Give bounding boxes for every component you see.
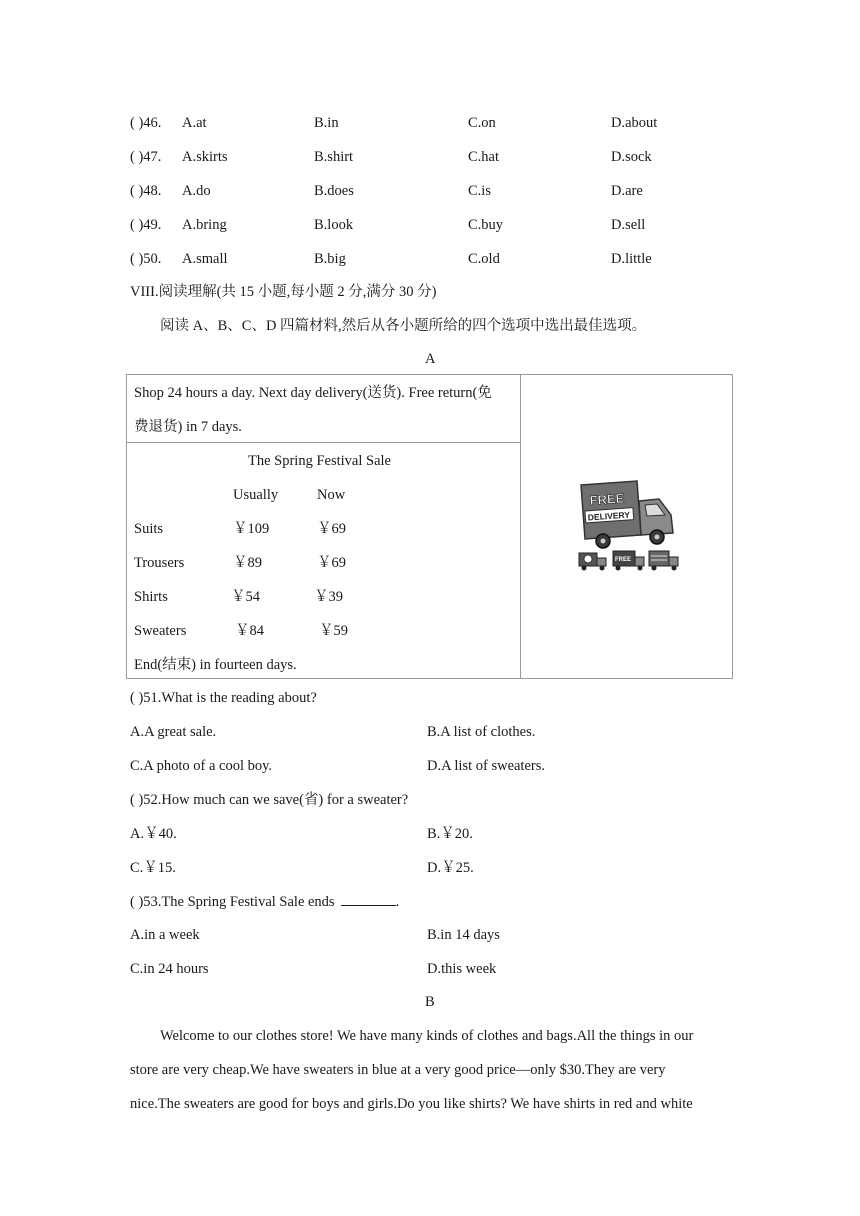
option-a: A.in a week <box>130 927 200 943</box>
table-divider <box>520 375 521 678</box>
small-truck-label: FREE <box>615 557 632 563</box>
column-now: Now <box>317 487 346 503</box>
sale-advertisement <box>126 374 733 679</box>
option-a: A.bring <box>182 217 227 233</box>
cloze-question-46 <box>130 115 730 135</box>
question-number: ( )48. <box>130 183 162 199</box>
question-number: ( )50. <box>130 251 162 267</box>
sale-title: The Spring Festival Sale <box>248 453 391 469</box>
item-name: Shirts <box>134 589 168 605</box>
option-d: D.sock <box>611 149 652 165</box>
table-divider <box>127 442 520 443</box>
small-truck-icon <box>579 553 606 571</box>
item-name: Suits <box>134 521 164 537</box>
instructions: 阅读 A、B、C、D 四篇材料,然后从各小题所给的四个选项中选出最佳选项。 <box>160 318 647 334</box>
end-note: End(结束) in fourteen days. <box>134 657 297 673</box>
option-b: B.look <box>314 217 354 233</box>
small-truck-icon <box>613 551 644 571</box>
option-d: D.about <box>611 115 658 131</box>
price-usually: ￥109 <box>233 521 270 537</box>
section-title: VIII.阅读理解(共 15 小题,每小题 2 分,满分 30 分) <box>130 284 437 300</box>
option-c: C.A photo of a cool boy. <box>130 758 273 774</box>
ad-header-line1: Shop 24 hours a day. Next day delivery(送货). Free return(免 <box>134 385 492 401</box>
cloze-question-47 <box>130 149 730 169</box>
question-number: ( )47. <box>130 149 162 165</box>
passage-b-label: B <box>425 994 435 1010</box>
cloze-question-48 <box>130 183 730 203</box>
question-number: ( )49. <box>130 217 162 233</box>
option-a: A.￥40. <box>130 826 177 842</box>
option-d: D.little <box>611 251 652 267</box>
option-d: D.are <box>611 183 643 199</box>
cloze-question-50 <box>130 251 730 271</box>
small-truck-icon <box>649 551 678 571</box>
passage-b-line: nice.The sweaters are good for boys and girls.Do you like shirts? We have shirts in red and white <box>130 1096 693 1112</box>
option-b: B.shirt <box>314 149 354 165</box>
truck-hubcap <box>655 535 660 540</box>
price-now: ￥39 <box>314 589 343 605</box>
question-53-text: ( )53.The Spring Festival Sale ends <box>130 894 335 910</box>
price-now: ￥69 <box>317 521 346 537</box>
truck-hubcap <box>601 539 606 544</box>
price-now: ￥69 <box>317 555 346 571</box>
question-53-stem <box>130 894 399 910</box>
option-a: A.A great sale. <box>130 724 217 740</box>
price-usually: ￥84 <box>235 623 264 639</box>
option-c: C.hat <box>468 149 500 165</box>
option-c: C.is <box>468 183 491 199</box>
truck-free-text: FREE <box>589 490 625 508</box>
option-b: B.in <box>314 115 339 131</box>
option-b: B.￥20. <box>427 826 473 842</box>
option-d: D.￥25. <box>427 860 474 876</box>
option-b: B.A list of clothes. <box>427 724 536 740</box>
passage-b-line: Welcome to our clothes store! We have many kinds of clothes and bags.All the things in our <box>160 1028 694 1044</box>
passage-a-label: A <box>425 351 436 367</box>
option-c: C.on <box>468 115 496 131</box>
question-51-stem: ( )51.What is the reading about? <box>130 690 317 706</box>
option-c: C.old <box>468 251 500 267</box>
item-name: Trousers <box>134 555 185 571</box>
price-usually: ￥89 <box>233 555 262 571</box>
price-now: ￥59 <box>319 623 348 639</box>
passage-b-line: store are very cheap.We have sweaters in blue at a very good price—only $30.They are very <box>130 1062 666 1078</box>
ad-header-line2: 费退货) in 7 days. <box>134 419 242 435</box>
option-b: B.does <box>314 183 354 199</box>
question-number: ( )46. <box>130 115 162 131</box>
option-c: C.in 24 hours <box>130 961 209 977</box>
option-c: C.buy <box>468 217 504 233</box>
truck-delivery-text: DELIVERY <box>587 509 631 523</box>
question-52-stem: ( )52.How much can we save(省) for a sweater? <box>130 792 409 808</box>
question-53-period: . <box>395 894 400 910</box>
option-a: A.at <box>182 115 207 131</box>
option-c: C.￥15. <box>130 860 176 876</box>
option-b: B.big <box>314 251 346 267</box>
option-d: D.this week <box>427 961 497 977</box>
option-a: A.do <box>182 183 211 199</box>
option-b: B.in 14 days <box>427 927 500 943</box>
option-d: D.sell <box>611 217 646 233</box>
delivery-truck-illustration <box>575 475 685 580</box>
option-a: A.small <box>182 251 228 267</box>
option-a: A.skirts <box>182 149 228 165</box>
answer-blank <box>341 894 396 906</box>
price-usually: ￥54 <box>231 589 260 605</box>
column-usually: Usually <box>233 487 279 503</box>
cloze-question-49 <box>130 217 730 237</box>
option-d: D.A list of sweaters. <box>427 758 545 774</box>
item-name: Sweaters <box>134 623 187 639</box>
